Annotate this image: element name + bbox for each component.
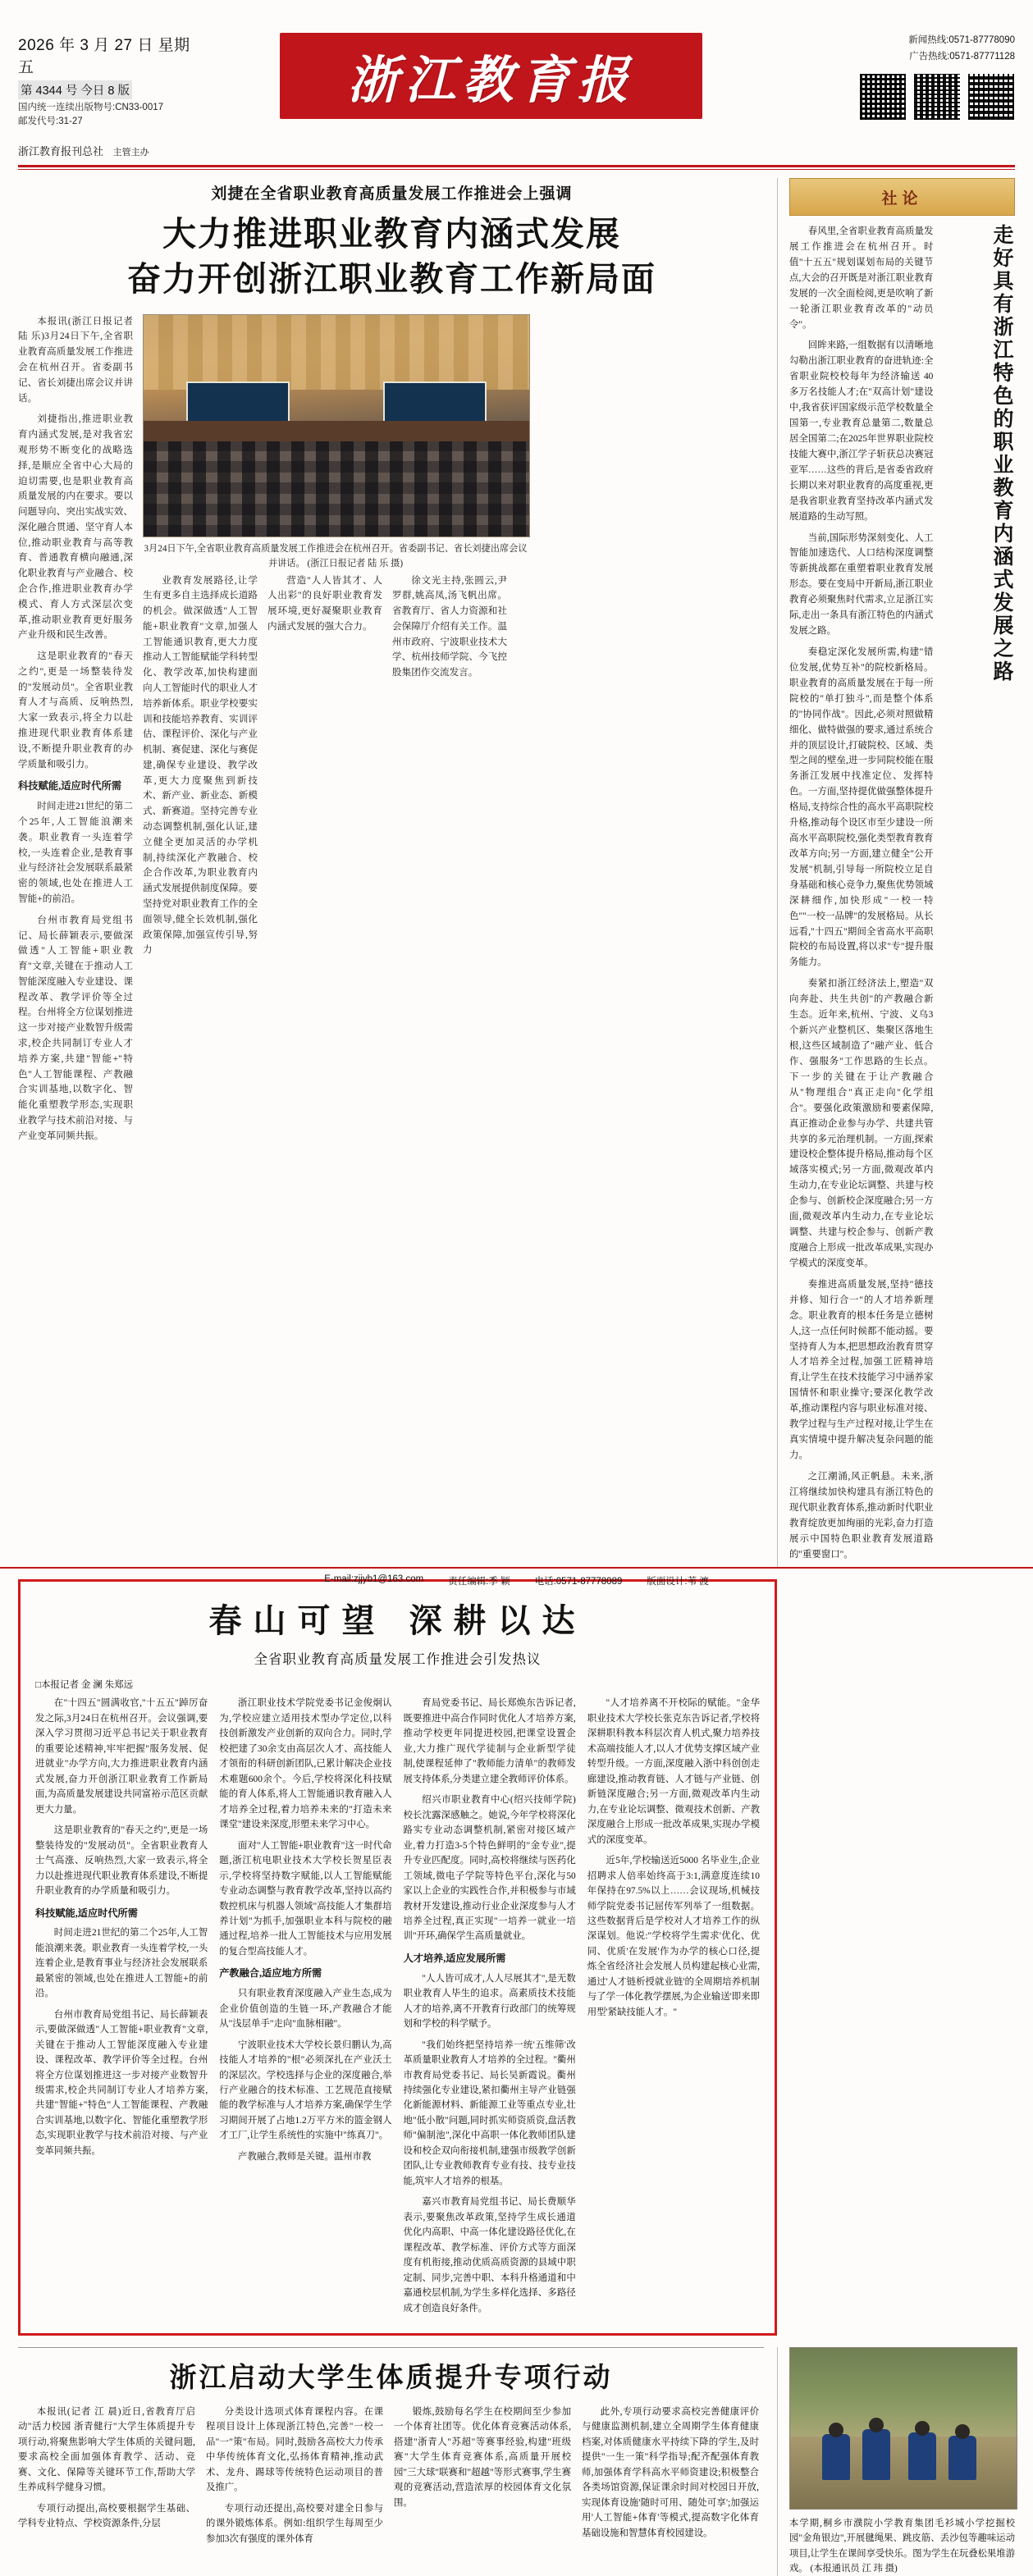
feature-title — [35, 1595, 760, 1642]
footer-editor: 责任编辑:季 颖 — [448, 1577, 510, 1587]
editorial-banner-label: 社论 — [881, 189, 923, 208]
feature-columns — [35, 1696, 760, 2322]
divider-thin — [18, 169, 1015, 170]
paragraph: 此外,专项行动要求高校完善健康评价与健康监测机制,建立全周期学生体育健康档案,对体质健康水平持续下降的学生,及时提供"一生一策"科学指导;配齐配强体育教师,加强体育学科高水平师资建设;积极整合各类场馆资源,保证课余时间对校园日开放,实现体育设施'随时可用、随处可享';加强运用'人工智能+体育'等模式,提高数字化体育基础设施和智慧体育校园建设。 — [582, 2407, 759, 2538]
paragraph: 这是职业教育的"春天之约",更是一场整装待发的"发展动员"。全省职业教育人才与高质、反响热烈,大家一致表示,将全力以赴推进现代职业教育体系建设,不断提升职业教育的办学质量和吸引力。 — [18, 651, 133, 770]
bottom-photo-column — [777, 2347, 1015, 2576]
divider-thick — [18, 165, 1015, 167]
conference-photo — [143, 314, 530, 537]
photo-caption-text: 3月24日下午,全省职业教育高质量发展工作推进会在杭州召开。省委副书记、省长刘捷出席会议并讲话。 — [144, 543, 528, 569]
paragraph: 本报讯(浙江日报记者 陆 乐)3月24日下午,全省职业教育高质量发展工作推进会在杭州召开。省委副书记、省长刘捷出席会议并讲话。 — [18, 315, 133, 404]
paragraph: 当前,国际形势深刻变化、人工智能加速迭代、人口结构深度调整等新挑战都在重塑着职业教育发展形态。要在变局中开新局,浙江职业教育必须聚焦时代需求,立足浙江实际,走出一条具有浙江特色的内涵式发展之路。 — [789, 532, 934, 637]
editorial-text — [789, 224, 933, 1568]
bottom-photo-credit: (本报通讯员 江 玮 摄) — [810, 2563, 898, 2574]
masthead-right-info — [792, 33, 1015, 121]
issue-number: 第 4344 号 今日 8 版 — [18, 80, 132, 99]
masthead-logo — [190, 33, 792, 119]
bottom-column-4 — [582, 2405, 759, 2552]
masthead — [18, 0, 1015, 138]
bottom-photo-caption-text: 本学期,桐乡市濮院小学教育集团毛衫城小学挖掘校园"金角银边",开展毽绳果、跳皮筋、丢沙包等趣味运动项目,让学生在课间享受快乐。图为学生在玩叠松果堆游戏。 — [789, 2519, 1015, 2574]
feature-byline: □本报记者 金 澜 朱郑远 — [35, 1680, 134, 1691]
main-content — [18, 178, 1015, 1568]
publication-date: 2026 年 3 月 27 日 星期五 — [18, 37, 190, 76]
paragraph: 专项行动还提出,高校要对建全日参与的课外锻炼体系。例如:组织学生每周至少参加3次有强度的课外体育 — [206, 2503, 383, 2544]
paragraph: 奏紧扣浙江经济法上,塑造"双向奔赴、共生共创"的产教融合新生态。近年来,杭州、宁波、义乌3个新兴产业整机区、集聚区落地生根,这些区域制造了"融产业、低合作、强服务"工作思路的生长点。下一步的关键在于让产教融合从"物理组合"真正走向"化学组合"。要强化政策激励和要素保障,真正推动企业参与办学、共建共管共享的多元治理机制。一方面,探索建设校企整体提升格局,推动每个区域落实模式;另一方面,微观改革内生动力,在专业论坛调整、共建与校企参与、创新校企深度融合;另一方面,微观改革内生动力,在专业论坛调整、共建与校企参与、创新产教度融合上形成一批改革成果,实现办学模式的深度变革。 — [789, 979, 934, 1268]
lead-column-3 — [267, 573, 382, 965]
paragraph: 面对"人工智能+职业教育"这一时代命题,浙江杭电职业技术大学校长贺星臣表示,学校将坚持数字赋能,以人工智能赋能专业动态调整与教育教学改革,坚持以高约数控机床与机器人领域"高技能人才集群培养计划"为抓手,加强职业本科与院校的融通过程,培养一批人工智能技术与应用发展的复合型高技能人才。 — [219, 1840, 392, 1957]
paragraph: 时间走进21世纪的第二个25年,人工智能浪潮来袭。职业教育一头连着学校,一头连着企业,是教育事业与经济社会发展联系最紧密的领域,也处在推进人工智能+的前沿。 — [18, 801, 133, 904]
feature-column-3 — [404, 1696, 576, 2322]
feature-article — [18, 1579, 777, 2336]
qr-code-icon[interactable] — [913, 73, 961, 121]
lead-column-1 — [18, 314, 133, 1150]
qr-code-row — [792, 73, 1015, 121]
lead-story — [18, 178, 777, 1568]
lead-photo-block — [143, 314, 528, 1150]
news-hotline: 新闻热线:0571-87778090 — [908, 35, 1015, 45]
paragraph: 徐文光主持,张圆云,尹罗群,姚高凤,汤飞帆出席。省教育厅、省人力资源和社会保障厅介绍有关工作。温州市政府、宁波职业技术大学、杭州技师学院、今飞控股集团作交流发言。 — [392, 574, 507, 678]
editorial-banner — [789, 178, 1015, 216]
paragraph: 近5年,学校输送近5000 名毕业生,企业招聘求人倍率始终高于3:1,满意度连续10年保持在97.5%以上……会议现场,机械技师学院党委书记屈传军列举了一组数据。这些数据背后是学校对人才培养工作的纵深谋划。他说:"学校将学生需求'优化、优同、优质'在发展'作为办学的核心口径,提炼全省经济社会发展人员构建起核心业需,通过'人才链析授就业链'的全周期培养机制与了学一体化教学摆展,为企业输送'即来即用型'紧缺技能人才。" — [587, 1856, 760, 2017]
feature-subtitle: 全省职业教育高质量发展工作推进会引发热议 — [254, 1652, 542, 1668]
bottom-columns — [18, 2405, 764, 2552]
paragraph: 业教育发展路径,让学生有更多自主选择成长道路的机会。做深做透"人工智能+职业教育"文章,加强人工智能通识教育,更大力度推动人工智能赋能学科转型化、教学改革,加快构建面向人工智能时代的职业人才培养新体系。职业学校要实训和技能培养教育、实训评估、课程评价、深化与产业机制、赛促建、深化与赛促建,确保专业建设、教学改革,更大力度聚焦到新技术、新产业、新业态、新模式、新赛道。坚持完善专业动态调整机制,强化认证,建立健全更加灵活的办学机制,持续深化产教融合、校企合作改革,为职业教育内涵式发展提供制度保障。要坚持党对职业教育工作的全面领导,健全长效机制,强化政策保障,加强宣传引导,努力 — [143, 574, 258, 956]
lead-kicker: 刘捷在全省职业教育高质量发展工作推进会上强调 — [211, 185, 573, 203]
postal-code: 邮发代号:31-27 — [18, 116, 83, 127]
lead-column-2 — [143, 573, 258, 965]
feature-subhead: 人才培养,适应发展所需 — [403, 1952, 506, 1964]
paragraph: 绍兴市职业教育中心(绍兴技师学院)校长沈露深感触之。她说,今年学校将深化路实专业动态调整机制,紧密对接区域产业,着力打造3-5个特色鲜明的"金专业",提升专业匹配度。同时,高校将继续与医药化工领域,微电子学院等特色平台,深化与50家以上企业的实践性合作,并积极参与市域教材开发建设,推动行业企业深度参与人才培养全过程,真正实现"一培养一就业一培训"开环,确保学生高质量就业。 — [403, 1795, 576, 1942]
photo-credit: (浙江日报记者 陆 乐 摄) — [307, 558, 404, 569]
publisher-role: 主管主办 — [112, 148, 149, 158]
paragraph: 浙江职业技术学院党委书记金俊炯认为,学校应建立适用技术型办学定位,以科技创新激发产业创新的双向合力。同时,学校把建了30余支由高层次人才、高技能人才领衔的科研创新团队,已累计解决企业技术难题600余个。今后,学校将深化科技赋能的育人体系,将人工智能通识教育融入人才培养全过程,着力培养未来的"打造未来课堂"建设来深度,形塑未来学习中心。 — [219, 1698, 392, 1830]
paragraph: 之江潮涌,风正帆悬。未来,浙江将继续加快构建具有浙江特色的现代职业教育体系,推动新时代职业教育绽放更加绚丽的光彩,奋力打造展示中国特色职业教育发展道路的"重要窗口"。 — [789, 1471, 934, 1560]
lead-subhead: 科技赋能,适应时代所需 — [18, 780, 122, 792]
paragraph: 这是职业教育的"春天之约",更是一场整装待发的"发展动员"。全省职业教育人士气高涨、反响热烈,大家一致表示,将全力以赴推进现代职业教育体系建设,不断提升职业教育的办学质量和吸引力。 — [35, 1825, 208, 1897]
paragraph: 奏稳定深化发展所需,构建"错位发展,优势互补"的院校新格局。职业教育的高质量发展在于每一所院校的"单打独斗",而是整个体系的"协同作战"。因此,必须对照做精细化、做特做强的要求,通过系统合并的顶层设计,打破院校、区域、类型之间的壁垒,进一步同院校能在服务浙江发展中找准定位、发挥特色。一方面,坚持提优做强整体提升格局,支持综合性的高水平高职院校升格,推动每个设区市至少建设一所高水平高职院校,强化类型教育教育改革方向;另一方面,建立健全"公开发展"机制,引导每一所院校立足自身基础和核心竞争力,聚焦优势领域深耕细作,加快形成"一校一特色""一校一品牌"的发展格局。从长远看,"十四五"期间全省高水平高职院校的布局设置,将以求"专"提升服务能力。 — [789, 646, 934, 968]
editorial-column — [777, 178, 1015, 1568]
paragraph: "人才培养离不开校际的赋能。"金华职业技术大学校长张克东告诉记者,学校将深耕职科教本科层次育人机式,聚力培养技术高端技能人才,以人才优势支撑区域产业转型升级。一方面,深度融入浙中科创创走廊建设,推动教育链、人才链与产业链、创新链深度融合;另一方面,微观改革内生动力,在专业论坛调整、微观技术创新、产教深度融合上形成一批改革成果,实现办学模式的深度变革。 — [587, 1698, 760, 1845]
lead-headline-1: 大力推进职业教育内涵式发展 — [162, 214, 621, 253]
cn-serial-code: 国内统一连续出版物号:CN33-0017 — [18, 103, 164, 112]
paragraph: "我们始终把坚持培养一统'五维筛'改革质量职业教育人才培养的全过程。"衢州市教育局党委书记、局长吴新霞说。衢州持续强化专业建设,紧扣衢州主导产业链强化新能源材料、新能源工业等重点专业,壮地"低小散"问题,同时抓实师资质资,盘活教师"偏制池",深化中高职一体化教师团队建设和校企双向衔接机制,建强市级教学创新团队,让专业教师教育专业有技、技专业技能,筑牢人才培养的根基。 — [403, 2039, 576, 2186]
paragraph: 专项行动提出,高校要根据学生基础、学科专业特点、学校资源条件,分层 — [18, 2503, 195, 2529]
bottom-column-2 — [206, 2405, 383, 2552]
bottom-column-3 — [394, 2405, 571, 2552]
newspaper-title: 浙江教育报 — [347, 50, 635, 110]
feature-subhead: 产教融合,适应地方所需 — [219, 1967, 322, 1980]
paragraph: "人人皆可成才,人人尽展其才",是无数职业教育人毕生的追求。高素质技术技能人才的培养,离不开教育行政部门的统筹规划和学校的科学赋予。 — [403, 1973, 576, 2030]
lead-column-4 — [392, 573, 507, 965]
paragraph: 本报讯(记者 江 晨)近日,省教育厅启动"活力校园 浙青健行"大学生体质提升专项行动,将聚焦影响大学生体质的关键问题,要求高校全面加强体育教学、活动、竞赛、文化、保障等关键环节工作,帮助大学生养成科学健身习惯。 — [18, 2407, 195, 2493]
school-activity-photo — [789, 2347, 1017, 2510]
editorial-body — [789, 224, 1015, 1568]
newspaper-title-box — [280, 33, 702, 119]
paragraph: 奏推进高质量发展,坚持"德技并修、知行合一"的人才培养新理念。职业教育的根本任务是立德树人,这一点任何时候都不能动摇。要坚持育人为本,把思想政治教育贯穿人才培养全过程,加强工匠精神培育,让学生在技术技能学习中涵养家国情怀和职业操守;要深化教学改革,推动课程内容与职业标准对接、教学过程与生产过程对接,让学生在真实情境中提升解决复杂问题的能力。 — [789, 1279, 934, 1460]
bottom-column-1 — [18, 2405, 195, 2552]
paragraph: 只有职业教育深度融入产业生态,成为企业价值创造的生链一环,产教融合才能从"浅层单手"走向"血脉相融"。 — [219, 1989, 392, 2030]
paragraph: 时间走进21世纪的第二个25年,人工智能浪潮来袭。职业教育一头连着学校,一头连着企业,是教育事业与经济社会发展联系最紧密的领域,也处在推进人工智能+的前沿。 — [35, 1928, 208, 1999]
photo-caption — [143, 542, 528, 572]
feature-title-right: 深耕以达 — [409, 1601, 587, 1641]
paragraph: 回眸来路,一组数据有以清晰地勾勒出浙江职业教育的奋进轨迹:全省职业院校校每年为经济输送 40 多万名技能人才;在"双高计划"建设中,我省获评国家级示范学校数量全国第一,专业教育总量第二,数量总居全国第二;在2025年世界职业院校技能大赛中,浙江学子斩获总决赛冠亚军……这些的背后,是省委省政府长期以来对职业教育的高度重视,更是我省职业教育坚持改革内涵式发展道路的生动写照。 — [789, 340, 934, 522]
feature-subhead: 科技赋能,适应时代所需 — [35, 1907, 138, 1919]
masthead-left-info — [18, 33, 190, 130]
bottom-photo-caption — [789, 2516, 1015, 2576]
lead-headline-2: 奋力开创浙江职业教育工作新局面 — [127, 259, 656, 299]
bottom-story — [18, 2347, 764, 2576]
paragraph: 春风里,全省职业教育高质量发展工作推进会在杭州召开。时值"十五五"规划谋划布局的关键节点,大会的召开既是对浙江职业教育发展的一次全面检阅,更是吹响了新一轮浙江职业教育改革的"动员令"。 — [789, 226, 934, 330]
publisher-name: 浙江教育报刊总社 — [18, 145, 104, 158]
paragraph: 刘捷指出,推进职业教育内涵式发展,是对我省宏观形势不断变化的战略选择,是顺应全省中心大局的迫切需要,也是职业教育高质量发展的内在要求。要以问题导向、突出实战实效、深化融合贯通、坚守育人本位,推动职业教育与高等教育、普通教育横向融通,深化职业教育与产业融合、校企合作,推进职业教育办学模式、育人方式深层次变革,推动职业教育更好服务产业升级和民生改善。 — [18, 413, 133, 641]
feature-column-1 — [35, 1696, 208, 2322]
paragraph: 台州市教育局党组书记、局长薛颖表示,要做深做透"人工智能+职业教育"文章,关键在于推动人工智能深度融入专业建设、课程改革、教学评价等全过程。台州将全方位谋划推进这一步对接产业数智升级需求,校企共同制订专业人才培养方案,共建"智能+"特色"人工智能课程、产教融合实训基地,以数字化、智能化重塑教学形态,实现职业教学与技术前沿对接、与产业变革同频共振。 — [18, 914, 133, 1141]
paragraph: 台州市教育局党组书记、局长薛颖表示,要做深做透"人工智能+职业教育"文章,关键在于推动人工智能深度融入专业建设、课程改革、教学评价等全过程。台州将全方位谋划推进这一步对接产业数智升级需求,校企共同制订专业人才培养方案,共建"智能+"特色"人工智能课程、产教融合实训基地,以数字化、智能化重塑教学形态,实现职业教学与技术前沿对接、与产业变革同频共振。 — [35, 2009, 208, 2156]
bottom-headline: 浙江启动大学生体质提升专项行动 — [18, 2347, 764, 2405]
editorial-vertical-title: 走好具有浙江特色的职业教育内涵式发展之路 — [990, 224, 1014, 683]
footer-designer: 版面设计:苇 渡 — [647, 1577, 709, 1587]
paragraph: 育局党委书记、局长郑焕东告诉记者,既要推进中高合作同时优化人才培养方案,推动学校更年同提进校园,把课堂设置企业,大力推广现代学徒制与企业新型学徒制,使课程延伸了"教师能力清单"的教师发展支持体系,分类建立建全教师评价体系。 — [403, 1698, 576, 1784]
paragraph: 在"十四五"圆满收官,"十五五"踔厉奋发之际,3月24日在杭州召开。会议强调,要深入学习贯彻习近平总书记关于职业教育的重要论述精神,牢牢把握"服务发展、促进就业"办学方向,大力推进职业教育内涵式发展,奋力开创浙江职业教育工作新局面,为高质量发展建设共同富裕示范区贡献更大力量。 — [35, 1698, 208, 1815]
qr-code-icon[interactable] — [859, 73, 907, 121]
paragraph: 产教融合,教师是关键。温州市教 — [238, 2151, 372, 2162]
paragraph: 宁波职业技术大学校长景归鹏认为,高技能人才培养的"根"必须深扎在产业沃土的深层次。学校选择与企业的深度融合,举行产业融合的技术标准、工艺规范直接赋能的教学标准与人才培养方案,确保学生学习期间开展了占地1.2万平方米的篮金钢人才工厂,让学生系统性的实施中"练真刀"。 — [219, 2039, 392, 2141]
ad-hotline: 广告热线:0571-87771128 — [909, 51, 1015, 62]
page-footer — [0, 1567, 1033, 1596]
feature-title-left: 春山可望 — [208, 1601, 386, 1641]
feature-column-2 — [219, 1696, 391, 2322]
paragraph: 分类设计选项式体育课程内容。在课程项目设计上体现浙江特色,完善"一校一品"一"策"布局。同时,鼓励各高校大力传承中华传统体育文化,弘扬体育精神,推动武术、龙舟、踢球等传统特色运动项目的普及推广。 — [206, 2407, 383, 2493]
paragraph: 锻炼,鼓励每名学生在校期间至少参加一个体育社团等。优化体育竞赛活动体系,搭建"浙青人"苏超"等赛事经验,构建"班级赛"大学生体育竞赛体系,高质量开展校园"三大球"联赛和"超越"等形式赛事,学生赛观的竞赛活动,营造浓厚的校园体育文化氛围。 — [394, 2407, 571, 2508]
bottom-section — [18, 2347, 1015, 2576]
footer-email[interactable]: E-mail:zjjyb1@163.com — [324, 1574, 424, 1584]
footer-phone: 电话:0571-87778089 — [534, 1577, 623, 1587]
paragraph: 营造"人人皆其才、人人出彩"的良好职业教育发展环境,更好凝聚职业教育内涵式发展的强大合力。 — [267, 574, 382, 632]
lead-body — [18, 314, 766, 1150]
paragraph: 嘉兴市教育局党组书记、局长费顺华表示,要聚焦改革政策,坚持学生成长通道优化内高职、中高一体化建设路径优化,在课程改革、教学标准、评价方式等方面深度有机衔接,推动优质高质资源的县域中职定制、同步,完善中职、本科升格通道和中嘉通校层机制,为学生多样化选择、多路径成才创造良好条件。 — [403, 2197, 576, 2313]
qr-code-icon[interactable] — [967, 73, 1015, 121]
feature-column-4 — [587, 1696, 760, 2322]
lead-body-lower — [143, 573, 528, 965]
publisher-line — [18, 143, 1015, 158]
